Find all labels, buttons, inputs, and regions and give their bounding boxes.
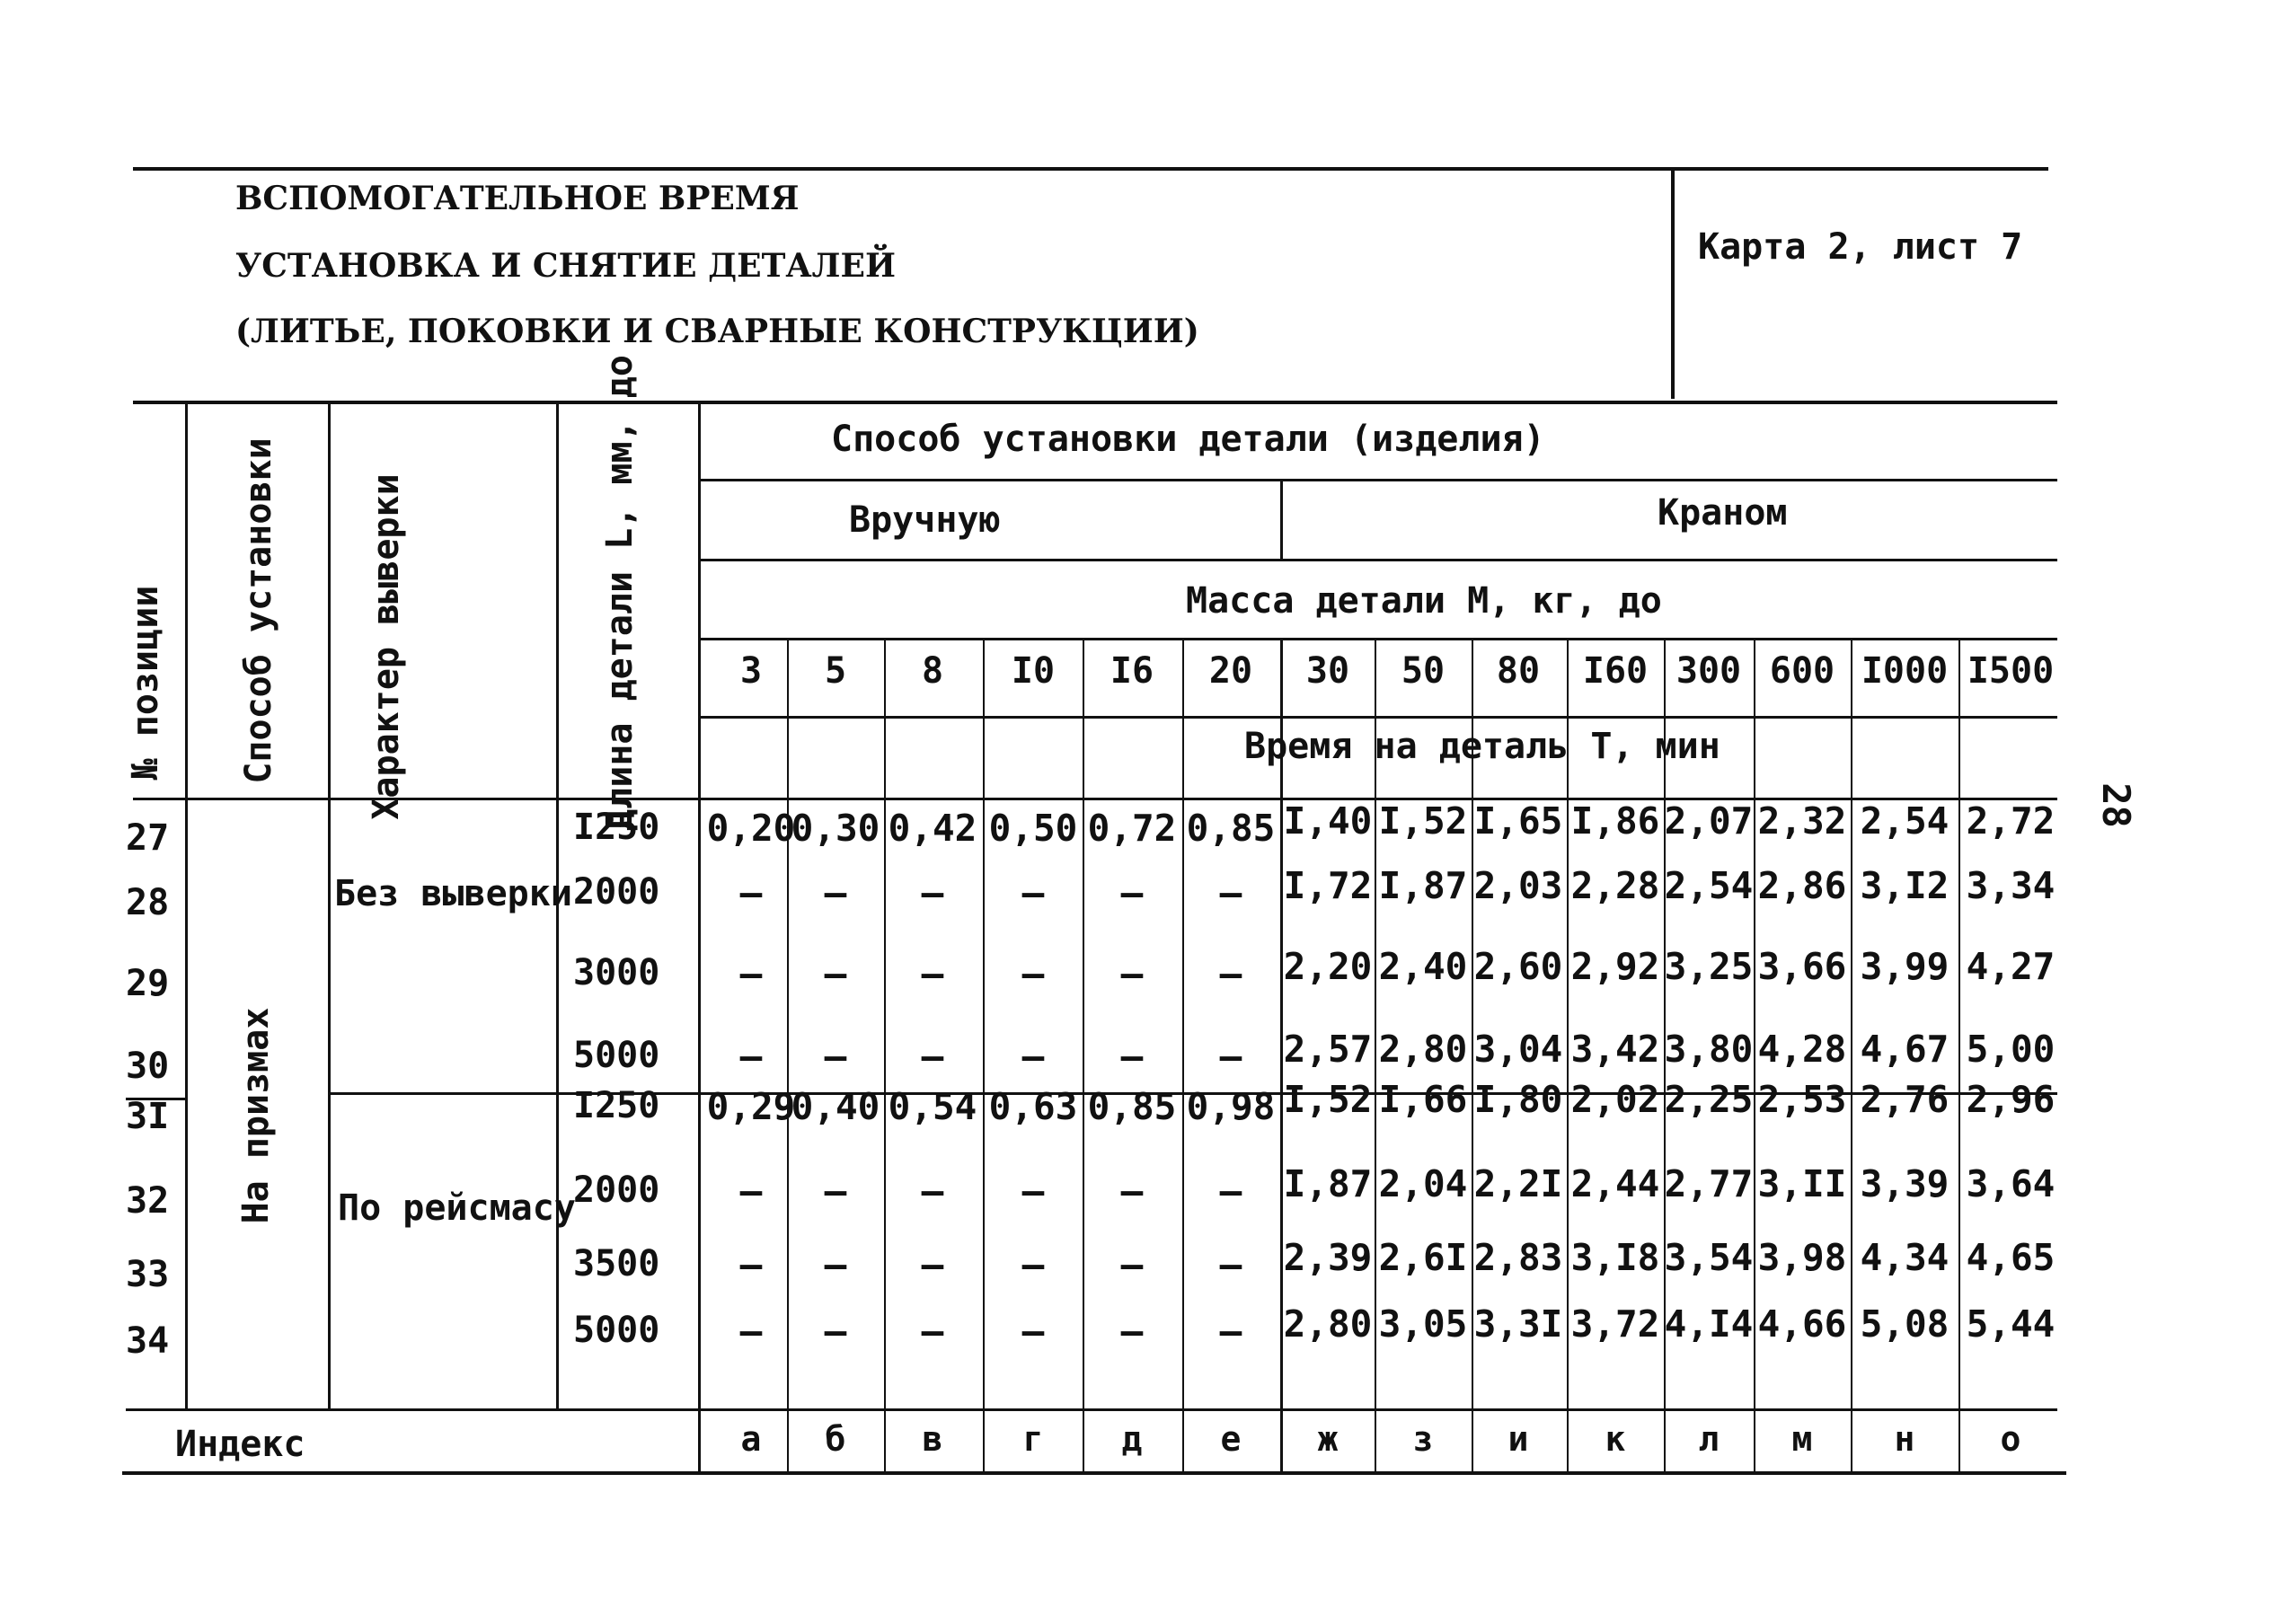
table-cell-text: I,52: [1378, 799, 1468, 843]
header-install-method: Способ установки детали (изделия): [831, 419, 1545, 460]
table-cell-text: –: [1021, 1035, 1045, 1078]
table-cell-text: –: [1219, 1243, 1242, 1286]
table-cell-text: 2,92: [1570, 945, 1660, 988]
table-cell-text: –: [1120, 1169, 1144, 1213]
table-cell-text: 3,34: [1966, 864, 2056, 907]
index-letter-text: л: [1698, 1419, 1720, 1459]
index-bottom-rule: [122, 1471, 2066, 1475]
table-cell-text: 0,30: [791, 807, 880, 850]
table-cell-text: –: [921, 871, 944, 914]
table-cell-text: I,65: [1473, 799, 1563, 843]
table-cell-text: 3,72: [1570, 1302, 1660, 1346]
data-col-divider: [1182, 640, 1184, 1471]
group-alignment-b: По рейсмасу: [338, 1187, 576, 1229]
table-cell-text: –: [739, 1310, 763, 1353]
card-number: Карта 2, лист 7: [1698, 226, 2023, 268]
col-divider-4: [698, 402, 701, 1471]
table-cell-text: 2,54: [1860, 799, 1950, 843]
table-cell-text: 2,72: [1966, 799, 2056, 843]
rule-mass-values: [700, 716, 2057, 719]
table-cell-text: –: [1219, 1169, 1242, 1213]
table-cell-text: 2,96: [1966, 1078, 2056, 1121]
table-cell-text: 3,04: [1473, 1028, 1563, 1071]
table-cell-text: 4,65: [1966, 1236, 2056, 1279]
row-position: 3I: [126, 1096, 170, 1137]
mass-value-text: 5: [824, 650, 847, 692]
index-label: Индекс: [175, 1424, 305, 1465]
index-letter-text: з: [1412, 1419, 1434, 1459]
index-top-rule: [126, 1408, 2057, 1411]
table-cell-text: –: [824, 1243, 847, 1286]
mass-value-text: 50: [1401, 650, 1446, 692]
table-cell-text: –: [824, 871, 847, 914]
index-letter-text: а: [740, 1419, 762, 1459]
index-letter-text: г: [1022, 1419, 1044, 1459]
table-cell-text: 2,80: [1378, 1028, 1468, 1071]
group-alignment-a: Без выверки: [334, 873, 572, 914]
table-cell-text: –: [1120, 871, 1144, 914]
header-crane: Краном: [1658, 492, 1788, 534]
table-cell-text: 0,40: [791, 1085, 880, 1128]
mass-value-text: 600: [1769, 650, 1835, 692]
table-cell-text: 2,44: [1570, 1162, 1660, 1205]
table-cell-text: 0,63: [988, 1085, 1078, 1128]
table-cell-text: –: [1120, 952, 1144, 995]
index-letter-text: и: [1508, 1419, 1529, 1459]
table-cell-text: I,40: [1283, 799, 1373, 843]
table-cell-text: I,66: [1378, 1078, 1468, 1121]
table-cell-text: 3,98: [1757, 1236, 1847, 1279]
table-cell-text: 2,54: [1664, 864, 1754, 907]
table-cell-text: 2,83: [1473, 1236, 1563, 1279]
row-length: 5000: [573, 1035, 660, 1076]
table-cell-text: 0,85: [1186, 807, 1276, 850]
table-cell-text: 2,60: [1473, 945, 1563, 988]
title-line-3: (ЛИТЬЕ, ПОКОВКИ И СВАРНЫЕ КОНСТРУКЦИИ): [235, 313, 1199, 350]
table-cell-text: 4,67: [1860, 1028, 1950, 1071]
data-col-divider: [1851, 640, 1852, 1471]
index-letter-text: ж: [1317, 1419, 1339, 1459]
table-cell-text: 2,28: [1570, 864, 1660, 907]
table-cell-text: –: [824, 1169, 847, 1213]
table-cell-text: 3,3I: [1473, 1302, 1563, 1346]
table-cell-text: 0,72: [1087, 807, 1177, 850]
table-cell-text: –: [1120, 1243, 1144, 1286]
table-cell-text: –: [1021, 952, 1045, 995]
table-cell-text: I,87: [1283, 1162, 1373, 1205]
index-letter-text: е: [1220, 1419, 1242, 1459]
col-divider-2: [328, 402, 331, 1408]
table-cell-text: –: [1021, 1169, 1045, 1213]
table-cell-text: –: [921, 1035, 944, 1078]
table-cell-text: I,87: [1378, 864, 1468, 907]
row-length: I250: [573, 1085, 660, 1126]
table-cell-text: 3,II: [1757, 1162, 1847, 1205]
row-length: 5000: [573, 1310, 660, 1351]
table-cell-text: 2,32: [1757, 799, 1847, 843]
table-cell-text: –: [739, 871, 763, 914]
data-col-divider: [1754, 640, 1755, 1471]
table-cell-text: –: [1021, 1310, 1045, 1353]
header-position: № позиции: [125, 585, 166, 781]
top-rule: [133, 167, 2048, 171]
table-cell-text: –: [1120, 1035, 1144, 1078]
row-length: I250: [573, 807, 660, 848]
title-line-1: ВСПОМОГАТЕЛЬНОЕ ВРЕМЯ: [235, 180, 800, 217]
mass-value-text: 8: [921, 650, 944, 692]
mass-value-text: I60: [1582, 650, 1649, 692]
table-cell-text: –: [739, 952, 763, 995]
table-cell-text: –: [1219, 1035, 1242, 1078]
manual-crane-divider: [1280, 481, 1283, 560]
row-length: 2000: [573, 1169, 660, 1211]
table-cell-text: –: [824, 1310, 847, 1353]
mass-value-text: 20: [1208, 650, 1253, 692]
table-cell-text: 3,64: [1966, 1162, 2056, 1205]
mass-value-text: I000: [1861, 650, 1949, 692]
table-cell-text: 2,25: [1664, 1078, 1754, 1121]
table-cell-text: –: [1219, 952, 1242, 995]
table-cell-text: 0,42: [888, 807, 977, 850]
table-cell-text: 0,85: [1087, 1085, 1177, 1128]
mass-value-text: I500: [1967, 650, 2055, 692]
index-letter-text: н: [1894, 1419, 1915, 1459]
table-cell-text: –: [921, 1243, 944, 1286]
table-cell-text: –: [1021, 1243, 1045, 1286]
table-cell-text: 2,2I: [1473, 1162, 1563, 1205]
table-cell-text: 2,04: [1378, 1162, 1468, 1205]
table-cell-text: I,86: [1570, 799, 1660, 843]
rule-method: [700, 479, 2057, 481]
row-position: 28: [126, 882, 170, 923]
data-col-divider: [983, 640, 985, 1471]
table-cell-text: –: [1120, 1310, 1144, 1353]
table-cell-text: 4,28: [1757, 1028, 1847, 1071]
col-divider-1: [185, 402, 188, 1408]
table-cell-text: 2,40: [1378, 945, 1468, 988]
table-cell-text: –: [1219, 871, 1242, 914]
card-divider: [1671, 167, 1675, 399]
row-position: 29: [126, 963, 170, 1004]
table-cell-text: 5,00: [1966, 1028, 2056, 1071]
row-length: 2000: [573, 871, 660, 913]
table-cell-text: 3,25: [1664, 945, 1754, 988]
table-cell-text: 3,I2: [1860, 864, 1950, 907]
header-manual: Вручную: [849, 499, 1001, 541]
header-mass: Масса детали М, кг, до: [1186, 580, 1662, 622]
table-cell-text: 2,53: [1757, 1078, 1847, 1121]
table-cell-text: 0,54: [888, 1085, 977, 1128]
data-col-divider: [884, 640, 886, 1471]
data-col-divider: [1083, 640, 1084, 1471]
mass-value-text: 300: [1676, 650, 1742, 692]
table-cell-text: 3,54: [1664, 1236, 1754, 1279]
table-cell-text: 2,39: [1283, 1236, 1373, 1279]
row-length: 3500: [573, 1243, 660, 1284]
index-letter-text: в: [922, 1419, 943, 1459]
index-letter-text: к: [1605, 1419, 1626, 1459]
header-alignment-box: [359, 467, 539, 820]
mass-value-text: I6: [1110, 650, 1154, 692]
table-cell-text: 5,44: [1966, 1302, 2056, 1346]
row-position: 33: [126, 1254, 170, 1295]
group-method: На призмах: [235, 1007, 277, 1224]
table-cell-text: 2,07: [1664, 799, 1754, 843]
table-cell-text: 3,66: [1757, 945, 1847, 988]
table-cell-text: 4,66: [1757, 1302, 1847, 1346]
mass-value-text: 80: [1496, 650, 1541, 692]
data-col-divider: [1958, 640, 1960, 1471]
table-cell-text: 2,6I: [1378, 1236, 1468, 1279]
row-position: 27: [126, 817, 170, 859]
index-letter-text: д: [1121, 1419, 1143, 1459]
mass-value-text: 3: [739, 650, 763, 692]
table-cell-text: –: [921, 1169, 944, 1213]
table-cell-text: 0,29: [706, 1085, 796, 1128]
table-cell-text: 0,98: [1186, 1085, 1276, 1128]
table-cell-text: –: [1219, 1310, 1242, 1353]
table-cell-text: –: [921, 1310, 944, 1353]
table-cell-text: 3,39: [1860, 1162, 1950, 1205]
table-cell-text: –: [739, 1243, 763, 1286]
table-cell-text: 2,20: [1283, 945, 1373, 988]
index-letter-text: б: [825, 1419, 846, 1459]
table-top-rule: [133, 401, 2057, 404]
header-alignment: Характер выверки: [366, 473, 407, 820]
table-cell-text: I,80: [1473, 1078, 1563, 1121]
table-cell-text: 4,I4: [1664, 1302, 1754, 1346]
row-position: 30: [126, 1046, 170, 1087]
row-length: 3000: [573, 952, 660, 993]
table-cell-text: I,52: [1283, 1078, 1373, 1121]
header-length: Длина детали L, мм, до: [599, 355, 641, 831]
table-cell-text: –: [739, 1035, 763, 1078]
table-cell-text: –: [739, 1169, 763, 1213]
table-cell-text: 5,08: [1860, 1302, 1950, 1346]
table-cell-text: 3,42: [1570, 1028, 1660, 1071]
header-method: Способ установки: [238, 437, 279, 784]
title-line-2: УСТАНОВКА И СНЯТИЕ ДЕТАЛЕЙ: [235, 247, 896, 285]
table-cell-text: 3,I8: [1570, 1236, 1660, 1279]
data-col-divider: [787, 640, 789, 1471]
table-cell-text: 4,34: [1860, 1236, 1950, 1279]
rule-mass: [700, 638, 2057, 640]
table-cell-text: –: [824, 1035, 847, 1078]
table-cell-text: 0,20: [706, 807, 796, 850]
table-cell-text: 2,03: [1473, 864, 1563, 907]
table-cell-text: –: [824, 952, 847, 995]
table-cell-text: 3,80: [1664, 1028, 1754, 1071]
table-cell-text: 2,86: [1757, 864, 1847, 907]
table-cell-text: 2,77: [1664, 1162, 1754, 1205]
row-position: 34: [126, 1320, 170, 1362]
header-time: Время на деталь Т, мин: [1244, 726, 1720, 767]
table-cell-text: 2,80: [1283, 1302, 1373, 1346]
index-letter-text: м: [1791, 1419, 1813, 1459]
mass-value-text: I0: [1011, 650, 1056, 692]
table-cell-text: 2,02: [1570, 1078, 1660, 1121]
index-letter-text: о: [2000, 1419, 2021, 1459]
rule-manual-crane: [700, 559, 2057, 561]
table-cell-text: 2,76: [1860, 1078, 1950, 1121]
table-cell-text: –: [1021, 871, 1045, 914]
table-cell-text: I,72: [1283, 864, 1373, 907]
table-cell-text: 4,27: [1966, 945, 2056, 988]
table-cell-text: 3,99: [1860, 945, 1950, 988]
table-cell-text: 0,50: [988, 807, 1078, 850]
table-cell-text: –: [921, 952, 944, 995]
page-number: 28: [2093, 782, 2138, 828]
table-cell-text: 3,05: [1378, 1302, 1468, 1346]
table-cell-text: 2,57: [1283, 1028, 1373, 1071]
mass-value-text: 30: [1305, 650, 1350, 692]
row-position: 32: [126, 1180, 170, 1222]
